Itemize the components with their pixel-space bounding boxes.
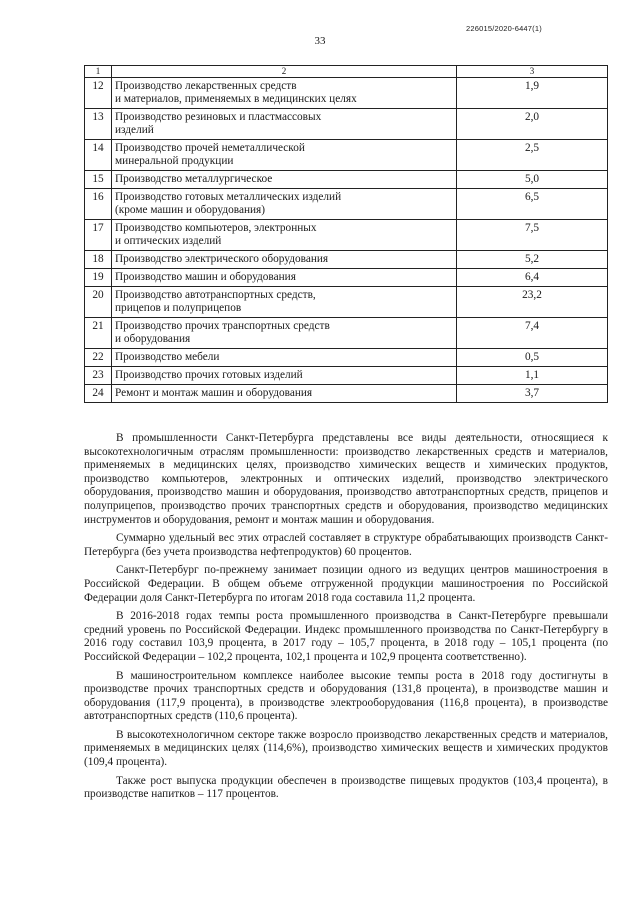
table-row	[85, 349, 608, 367]
document-code: 226015/2020-6447(1)	[466, 24, 542, 33]
share-value: 1,1	[457, 367, 608, 385]
column-header-number: 1	[85, 66, 112, 78]
table-row	[85, 220, 608, 251]
paragraph: В машиностроительном комплексе наиболее высокие темпы роста в 2018 году достигнуты в производстве прочих транспортных средств и оборудования (131,8 процента), в производстве машин и оборудования (117,9 процента), в производстве электрооборудования (116,8 процента), в производстве автотранспортных средств (110,6 процента).	[84, 669, 608, 723]
row-number: 24	[85, 385, 112, 403]
paragraph: В промышленности Санкт-Петербурга представлены все виды деятельности, относящиеся к высокотехнологичным отраслям промышленности: производство лекарственных средств и материалов, применяемых в медицинских целях, производство химических веществ и химических продуктов, производство компьютеров, электронных и оптических изделий, производство электрического оборудования, производство машин и оборудования, производство автотранспортных средств, прицепов и полуприцепов, производство прочих транспортных средств и оборудования, производство медицинских инструментов и оборудования, ремонт и монтаж машин и оборудования.	[84, 432, 608, 526]
table-body	[85, 78, 608, 403]
row-number: 16	[85, 189, 112, 220]
paragraph: Санкт-Петербург по-прежнему занимает позиции одного из ведущих центров машиностроения в Российской Федерации. В общем объеме отгруженной продукции машиностроения по Российской Федерации доля Санкт-Петербурга по итогам 2018 года составила 11,2 процента.	[84, 564, 608, 604]
share-value: 7,4	[457, 318, 608, 349]
row-number: 21	[85, 318, 112, 349]
paragraph: Также рост выпуска продукции обеспечен в производстве пищевых продуктов (103,4 процента), в производстве напитков – 117 процентов.	[84, 774, 608, 801]
row-number: 14	[85, 140, 112, 171]
body-text	[84, 432, 608, 807]
share-value: 6,4	[457, 269, 608, 287]
paragraph: В 2016-2018 годах темпы роста промышленного производства в Санкт-Петербурге превышали средний уровень по Российской Федерации. Индекс промышленного производства по Санкт-Петербургу в 2016 году составил 103,9 процента, в 2017 году – 105,7 процента, в 2018 году – 105,1 процента (по Российской Федерации – 102,2 процента, 102,1 процента и 102,9 процента соответственно).	[84, 610, 608, 663]
row-number: 17	[85, 220, 112, 251]
table-row	[85, 171, 608, 189]
row-number: 19	[85, 269, 112, 287]
share-value: 0,5	[457, 349, 608, 367]
industry-name: Производство прочих транспортных средств и оборудования	[112, 318, 457, 349]
industry-name: Ремонт и монтаж машин и оборудования	[112, 385, 457, 403]
share-value: 3,7	[457, 385, 608, 403]
table-row	[85, 385, 608, 403]
share-value: 5,0	[457, 171, 608, 189]
industry-name: Производство готовых металлических изделий (кроме машин и оборудования)	[112, 189, 457, 220]
table-row	[85, 367, 608, 385]
industry-name: Производство лекарственных средств и материалов, применяемых в медицинских целях	[112, 78, 457, 109]
share-value: 2,5	[457, 140, 608, 171]
industry-name: Производство прочих готовых изделий	[112, 367, 457, 385]
table-row	[85, 269, 608, 287]
row-number: 20	[85, 287, 112, 318]
table-row	[85, 140, 608, 171]
industry-name: Производство компьютеров, электронных и оптических изделий	[112, 220, 457, 251]
table-row	[85, 78, 608, 109]
paragraph: Суммарно удельный вес этих отраслей составляет в структуре обрабатывающих производств Санкт-Петербурга (без учета производства нефтепродуктов) 60 процентов.	[84, 532, 608, 558]
table-row	[85, 287, 608, 318]
industry-name: Производство резиновых и пластмассовых изделий	[112, 109, 457, 140]
share-value: 2,0	[457, 109, 608, 140]
row-number: 23	[85, 367, 112, 385]
table-header-row	[85, 66, 608, 78]
paragraph: В высокотехнологичном секторе также возросло производство лекарственных средств и материалов, применяемых в медицинских целях (114,6%), производство химических веществ и химических продуктов (109,4 процента).	[84, 728, 608, 769]
industry-name: Производство металлургическое	[112, 171, 457, 189]
column-header-share: 3	[457, 66, 608, 78]
industry-share-table	[84, 65, 608, 403]
row-number: 18	[85, 251, 112, 269]
industry-name: Производство машин и оборудования	[112, 269, 457, 287]
row-number: 15	[85, 171, 112, 189]
row-number: 13	[85, 109, 112, 140]
share-value: 6,5	[457, 189, 608, 220]
table-row	[85, 189, 608, 220]
table-row	[85, 251, 608, 269]
share-value: 7,5	[457, 220, 608, 251]
industry-name: Производство автотранспортных средств, прицепов и полуприцепов	[112, 287, 457, 318]
page-number: 33	[314, 35, 326, 47]
row-number: 12	[85, 78, 112, 109]
table-row	[85, 109, 608, 140]
industry-name: Производство прочей неметаллической минеральной продукции	[112, 140, 457, 171]
table-row	[85, 318, 608, 349]
industry-name: Производство мебели	[112, 349, 457, 367]
row-number: 22	[85, 349, 112, 367]
column-header-industry: 2	[112, 66, 457, 78]
share-value: 5,2	[457, 251, 608, 269]
industry-name: Производство электрического оборудования	[112, 251, 457, 269]
share-value: 23,2	[457, 287, 608, 318]
share-value: 1,9	[457, 78, 608, 109]
